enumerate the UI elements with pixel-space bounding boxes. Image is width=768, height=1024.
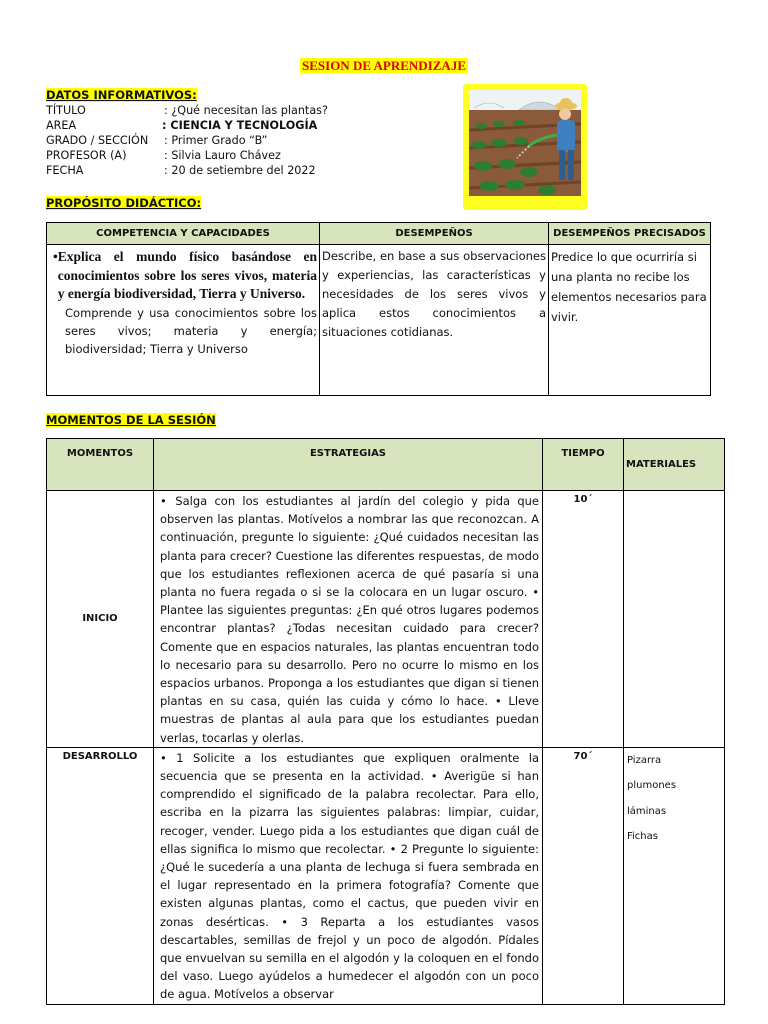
momento-inicio: INICIO bbox=[47, 491, 154, 748]
momentos-table bbox=[46, 438, 725, 1005]
proposito-heading: PROPÓSITO DIDÁCTICO: bbox=[46, 196, 202, 210]
material-item: Pizarra bbox=[627, 754, 662, 766]
gardener-illustration bbox=[463, 84, 587, 210]
datos-informativos bbox=[46, 88, 328, 178]
field-area: AREA : CIENCIA Y TECNOLOGÍA bbox=[46, 119, 318, 132]
competencia-cell: • Explica el mundo físico basándose en conocimientos sobre los seres vivos, materia y energía biodiversidad, Tierra y Universo. Comprende y usa conocimientos sobre los seres vivos; materia y energía; biodiversidad; Tierra y Universo bbox=[47, 245, 320, 396]
momento-desarrollo: DESARROLLO bbox=[47, 747, 154, 1004]
competencia-text: Explica el mundo físico basándose en conocimientos sobre los seres vivos, materia y energía biodiversidad, Tierra y Universo. bbox=[57, 249, 317, 301]
header-momentos: MOMENTOS bbox=[47, 439, 154, 491]
tiempo-desarrollo: 70´ bbox=[543, 747, 624, 1004]
momentos-heading: MOMENTOS DE LA SESIÓN bbox=[46, 413, 216, 427]
header-desempenos-precisados: DESEMPEÑOS PRECISADOS bbox=[549, 223, 711, 245]
field-profesor: PROFESOR (A) : Silvia Lauro Chávez bbox=[46, 149, 281, 162]
field-titulo: TÍTULO : ¿Qué necesitan las plantas? bbox=[46, 104, 328, 117]
document-title: SESION DE APRENDIZAJE bbox=[302, 58, 466, 73]
estrategia-inicio: • Salga con los estudiantes al jardín del colegio y pida que observen las plantas. Motívelos a nombrar las que reconozcan. A continuación, pregunte lo siguiente: ¿Qué cuidados necesitan las planta para crecer? Cuestione las diferentes respuestas, de modo que los estudiantes reflexionen acerca de qué pasaría si una planta no fuera regada o si se la colocara en un lugar oscuro. • Plantee las siguientes preguntas: ¿En qué otros lugares podemos encontrar plantas? ¿Todas necesitan cuidado para crecer? Comente que en espacios naturales, las plantas encuentran todo lo necesario para su desarrollo. Pero no ocurre lo mismo en los espacios urbanos. Proponga a los estudiantes que digan si tienen plantas en su casa, quién las cuida y cómo lo hace. • Lleve muestras de plantas al aula para que los estudiantes puedan verlas, tocarlas y olerlas. bbox=[154, 491, 543, 748]
material-item: plumones bbox=[627, 780, 677, 792]
capacidad-text: Comprende y usa conocimientos sobre los seres vivos; materia y energía; biodiversidad; Tierra y Universo bbox=[65, 305, 317, 356]
field-grado: GRADO / SECCIÓN : Primer Grado “B” bbox=[46, 134, 268, 147]
material-item: Fichas bbox=[627, 831, 658, 843]
materiales-inicio bbox=[624, 491, 725, 748]
materiales-desarrollo bbox=[624, 747, 725, 1004]
datos-heading: DATOS INFORMATIVOS: bbox=[46, 88, 197, 102]
header-competencia: COMPETENCIA Y CAPACIDADES bbox=[47, 223, 320, 245]
estrategia-desarrollo: • 1 Solicite a los estudiantes que expliquen oralmente la secuencia que se presenta en la actividad. • Averigüe si han comprendido el significado de la palabra recolectar. Para ello, escriba en la pizarra las siguientes palabras: limpiar, cuidar, recoger, vender. Luego pida a los estudiantes que digan cuál de ellas significa lo mismo que recolectar. • 2 Pregunte lo siguiente: ¿Qué le sucedería a una planta de lechuga si fuera sembrada en el lugar representado en la primera fotografía? Comente que existen algunas plantas, como el cactus, que pueden vivir en zonas desérticas. • 3 Reparta a los estudiantes vasos descartables, semillas de frejol y un poco de algodón. Pídales que envuelvan su semilla en el algodón y la coloquen en el fondo del vaso. Luego ayúdelos a humedecer el algodón con un poco de agua. Motívelos a observar bbox=[154, 747, 543, 1004]
competencias-table bbox=[46, 222, 711, 396]
header-materiales: MATERIALES bbox=[624, 439, 725, 491]
material-item: láminas bbox=[627, 805, 667, 817]
desempeno-precisado-cell: Predice lo que ocurriría si una planta no recibe los elementos necesarios para vivir. bbox=[549, 245, 711, 396]
desempeno-cell: Describe, en base a sus observaciones y experiencias, las características y necesidades de los seres vivos y aplica estos conocimientos a situaciones cotidianas. bbox=[320, 245, 549, 396]
header-desempenos: DESEMPEÑOS bbox=[320, 223, 549, 245]
tiempo-inicio: 10´ bbox=[543, 491, 624, 748]
header-tiempo: TIEMPO bbox=[543, 439, 624, 491]
header-estrategias: ESTRATEGIAS bbox=[154, 439, 543, 491]
field-fecha: FECHA : 20 de setiembre del 2022 bbox=[46, 164, 316, 177]
